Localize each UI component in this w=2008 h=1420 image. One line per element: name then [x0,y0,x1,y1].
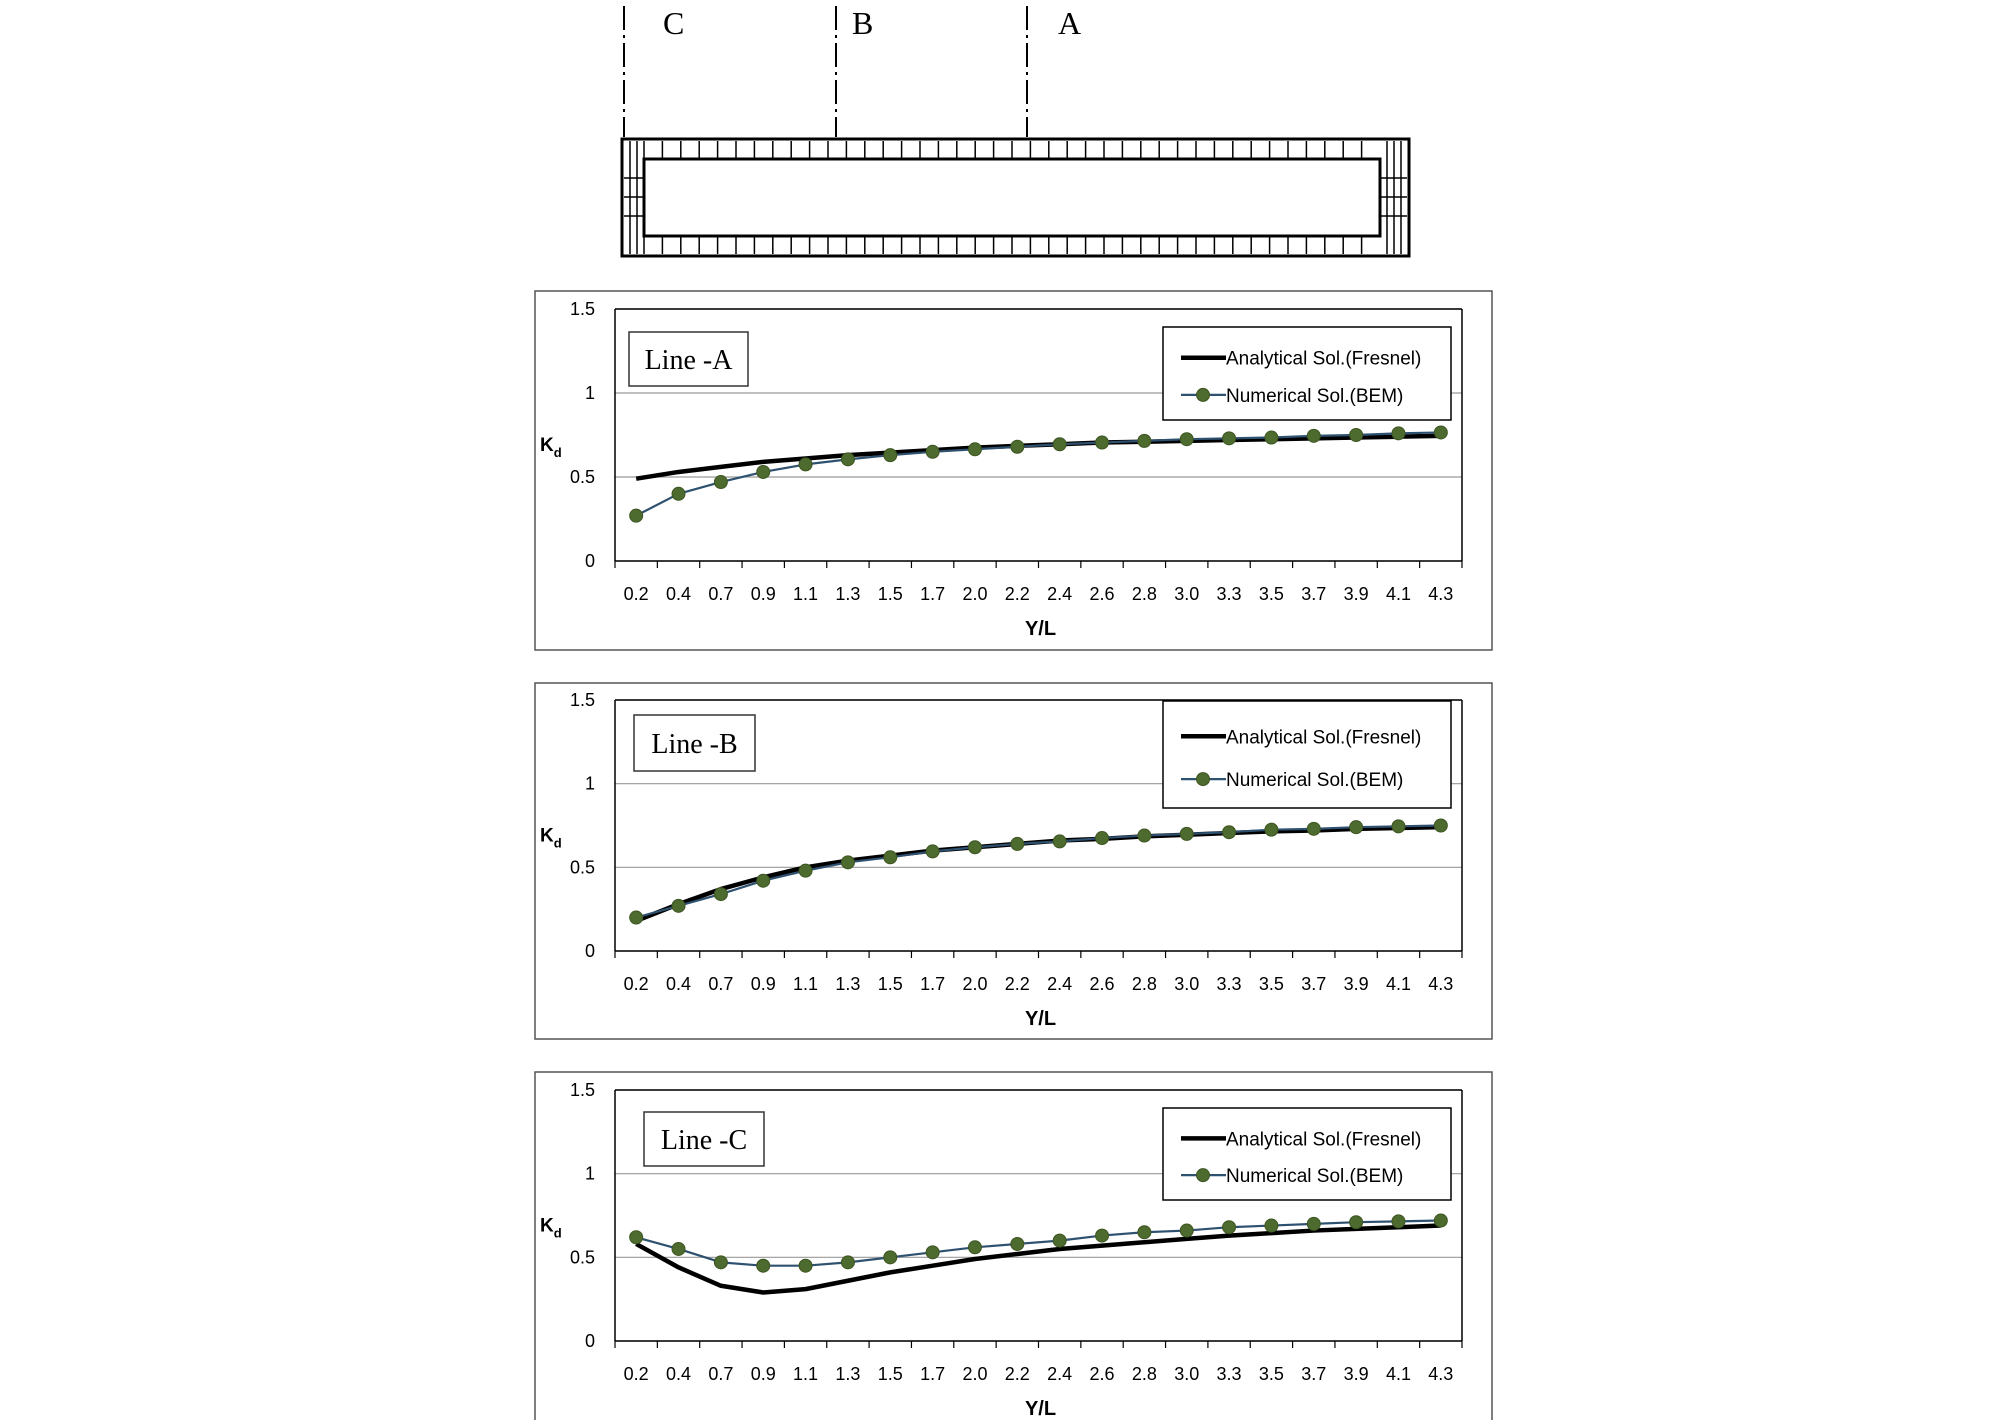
data-point-numerical [1392,820,1405,833]
x-tick-label: 1.3 [835,584,861,604]
x-tick-label: 3.5 [1258,1364,1284,1384]
data-point-numerical [1138,829,1151,842]
data-point-numerical [799,1259,812,1272]
data-point-numerical [714,476,727,489]
data-point-numerical [1180,1224,1193,1237]
x-tick-label: 0.2 [623,584,649,604]
chart-title: Line -C [660,1125,748,1156]
y-tick-label: 1.5 [569,299,595,319]
data-point-numerical [799,458,812,471]
data-point-numerical [1223,432,1236,445]
y-axis-label-sub: d [553,1225,562,1241]
data-point-numerical [630,509,643,522]
data-point-numerical [1096,832,1109,845]
chart-line-b [535,683,1492,1039]
x-tick-label: 0.9 [750,974,776,994]
y-axis-label-sub: d [553,835,562,851]
x-tick-label: 2.8 [1131,584,1157,604]
data-point-numerical [884,851,897,864]
y-tick-label: 0.5 [569,467,595,487]
legend-marker-numerical [1197,388,1210,401]
legend-label-analytical: Analytical Sol.(Fresnel) [1226,1129,1422,1151]
x-tick-label: 3.7 [1301,584,1327,604]
data-point-numerical [1392,427,1405,440]
data-point-numerical [1180,433,1193,446]
x-tick-label: 3.0 [1174,1364,1200,1384]
legend-marker-numerical [1197,1169,1210,1182]
y-axis-label-main: K [540,435,554,456]
x-tick-label: 2.2 [1004,584,1030,604]
y-tick-label: 1 [584,773,595,794]
x-tick-label: 3.3 [1216,974,1242,994]
x-tick-label: 0.7 [708,1364,734,1384]
data-point-numerical [630,1231,643,1244]
section-label-b: B [852,5,874,41]
x-tick-label: 0.4 [666,974,692,994]
x-tick-label: 3.5 [1258,584,1284,604]
x-tick-label: 2.6 [1089,584,1115,604]
data-point-numerical [1011,1237,1024,1250]
legend-label-analytical: Analytical Sol.(Fresnel) [1226,727,1422,749]
breakwater-inner [644,159,1380,236]
x-tick-label: 2.4 [1047,974,1073,994]
y-tick-label: 0 [584,551,595,571]
data-point-numerical [1350,1216,1363,1229]
data-point-numerical [841,453,854,466]
data-point-numerical [672,487,685,500]
data-point-numerical [926,445,939,458]
x-axis-label: Y/L [1024,1398,1057,1420]
data-point-numerical [1307,1217,1320,1230]
chart-title: Line -B [651,729,738,760]
x-tick-label: 1.7 [920,974,946,994]
x-tick-label: 2.0 [962,584,988,604]
legend-box [1163,701,1451,808]
x-tick-label: 3.3 [1216,584,1242,604]
x-tick-label: 3.7 [1301,1364,1327,1384]
x-tick-label: 2.6 [1089,1364,1115,1384]
data-point-numerical [672,899,685,912]
x-tick-label: 4.1 [1385,1364,1411,1384]
x-tick-label: 3.0 [1174,974,1200,994]
data-point-numerical [968,841,981,854]
x-tick-label: 4.1 [1385,974,1411,994]
data-point-numerical [884,1251,897,1264]
x-tick-label: 1.7 [920,1364,946,1384]
data-point-numerical [1011,440,1024,453]
data-point-numerical [1053,1234,1066,1247]
legend-label-numerical: Numerical Sol.(BEM) [1226,1166,1404,1188]
data-point-numerical [1265,1219,1278,1232]
y-axis-label-sub: d [553,445,562,460]
data-point-numerical [1434,819,1447,832]
x-tick-label: 4.1 [1385,584,1411,604]
x-tick-label: 1.3 [835,974,861,994]
x-tick-label: 2.8 [1131,974,1157,994]
data-point-numerical [1223,1221,1236,1234]
x-tick-label: 4.3 [1428,584,1454,604]
data-point-numerical [968,1241,981,1254]
x-tick-label: 2.2 [1004,974,1030,994]
data-point-numerical [1096,436,1109,449]
y-axis-label-main: K [540,1215,554,1237]
y-tick-label: 0.5 [569,857,595,878]
x-tick-label: 2.8 [1131,1364,1157,1384]
data-point-numerical [968,443,981,456]
x-tick-label: 2.6 [1089,974,1115,994]
data-point-numerical [1434,426,1447,439]
data-point-numerical [1392,1215,1405,1228]
y-tick-label: 1 [584,1163,595,1184]
y-tick-label: 0 [584,1331,595,1351]
data-point-numerical [1307,429,1320,442]
y-tick-label: 1 [584,383,595,403]
x-tick-label: 1.5 [877,584,903,604]
data-point-numerical [714,1256,727,1269]
data-point-numerical [1265,823,1278,836]
x-tick-label: 3.9 [1343,974,1369,994]
y-tick-label: 0 [584,941,595,961]
section-label-a: A [1058,5,1082,41]
x-tick-label: 1.1 [793,1364,819,1384]
data-point-numerical [926,845,939,858]
x-tick-label: 0.9 [750,1364,776,1384]
legend-label-analytical: Analytical Sol.(Fresnel) [1226,348,1422,370]
x-tick-label: 4.3 [1428,1364,1454,1384]
data-point-numerical [1180,827,1193,840]
x-tick-label: 3.9 [1343,584,1369,604]
data-point-numerical [841,856,854,869]
x-tick-label: 1.7 [920,584,946,604]
x-tick-label: 2.0 [962,974,988,994]
data-point-numerical [1138,1226,1151,1239]
y-tick-label: 1.5 [569,690,595,710]
x-tick-label: 1.1 [793,974,819,994]
legend-label-numerical: Numerical Sol.(BEM) [1226,385,1404,407]
x-tick-label: 3.5 [1258,974,1284,994]
x-tick-label: 3.3 [1216,1364,1242,1384]
data-point-numerical [757,874,770,887]
x-axis-label: Y/L [1024,618,1057,640]
data-point-numerical [757,465,770,478]
y-tick-label: 0.5 [569,1247,595,1268]
data-point-numerical [714,888,727,901]
x-tick-label: 0.2 [623,1364,649,1384]
data-point-numerical [672,1242,685,1255]
x-tick-label: 1.5 [877,1364,903,1384]
data-point-numerical [1011,837,1024,850]
x-tick-label: 3.7 [1301,974,1327,994]
x-tick-label: 1.5 [877,974,903,994]
data-point-numerical [1053,835,1066,848]
data-point-numerical [884,449,897,462]
x-tick-label: 0.7 [708,584,734,604]
breakwater-diagram [622,5,1409,256]
x-axis-label: Y/L [1024,1008,1057,1030]
x-tick-label: 2.4 [1047,1364,1073,1384]
data-point-numerical [1138,434,1151,447]
x-tick-label: 2.4 [1047,584,1073,604]
x-tick-label: 1.1 [793,584,819,604]
data-point-numerical [1434,1214,1447,1227]
legend-marker-numerical [1197,773,1210,786]
data-point-numerical [1307,822,1320,835]
x-tick-label: 2.0 [962,1364,988,1384]
y-axis-label-main: K [540,825,554,847]
data-point-numerical [841,1256,854,1269]
legend-label-numerical: Numerical Sol.(BEM) [1226,770,1404,792]
x-tick-label: 2.2 [1004,1364,1030,1384]
y-tick-label: 1.5 [569,1080,595,1100]
x-tick-label: 0.4 [666,584,692,604]
data-point-numerical [1350,821,1363,834]
data-point-numerical [1350,429,1363,442]
x-tick-label: 0.9 [750,584,776,604]
x-tick-label: 3.0 [1174,584,1200,604]
data-point-numerical [1096,1229,1109,1242]
data-point-numerical [1053,438,1066,451]
x-tick-label: 4.3 [1428,974,1454,994]
x-tick-label: 3.9 [1343,1364,1369,1384]
x-tick-label: 0.7 [708,974,734,994]
data-point-numerical [799,864,812,877]
chart-title: Line -A [644,345,733,376]
x-tick-label: 0.4 [666,1364,692,1384]
data-point-numerical [1265,431,1278,444]
data-point-numerical [926,1246,939,1259]
x-tick-label: 1.3 [835,1364,861,1384]
chart-line-c [535,1072,1492,1420]
data-point-numerical [630,911,643,924]
x-tick-label: 0.2 [623,974,649,994]
data-point-numerical [1223,826,1236,839]
data-point-numerical [757,1259,770,1272]
chart-line-a [535,291,1492,650]
section-label-c: C [663,5,685,41]
